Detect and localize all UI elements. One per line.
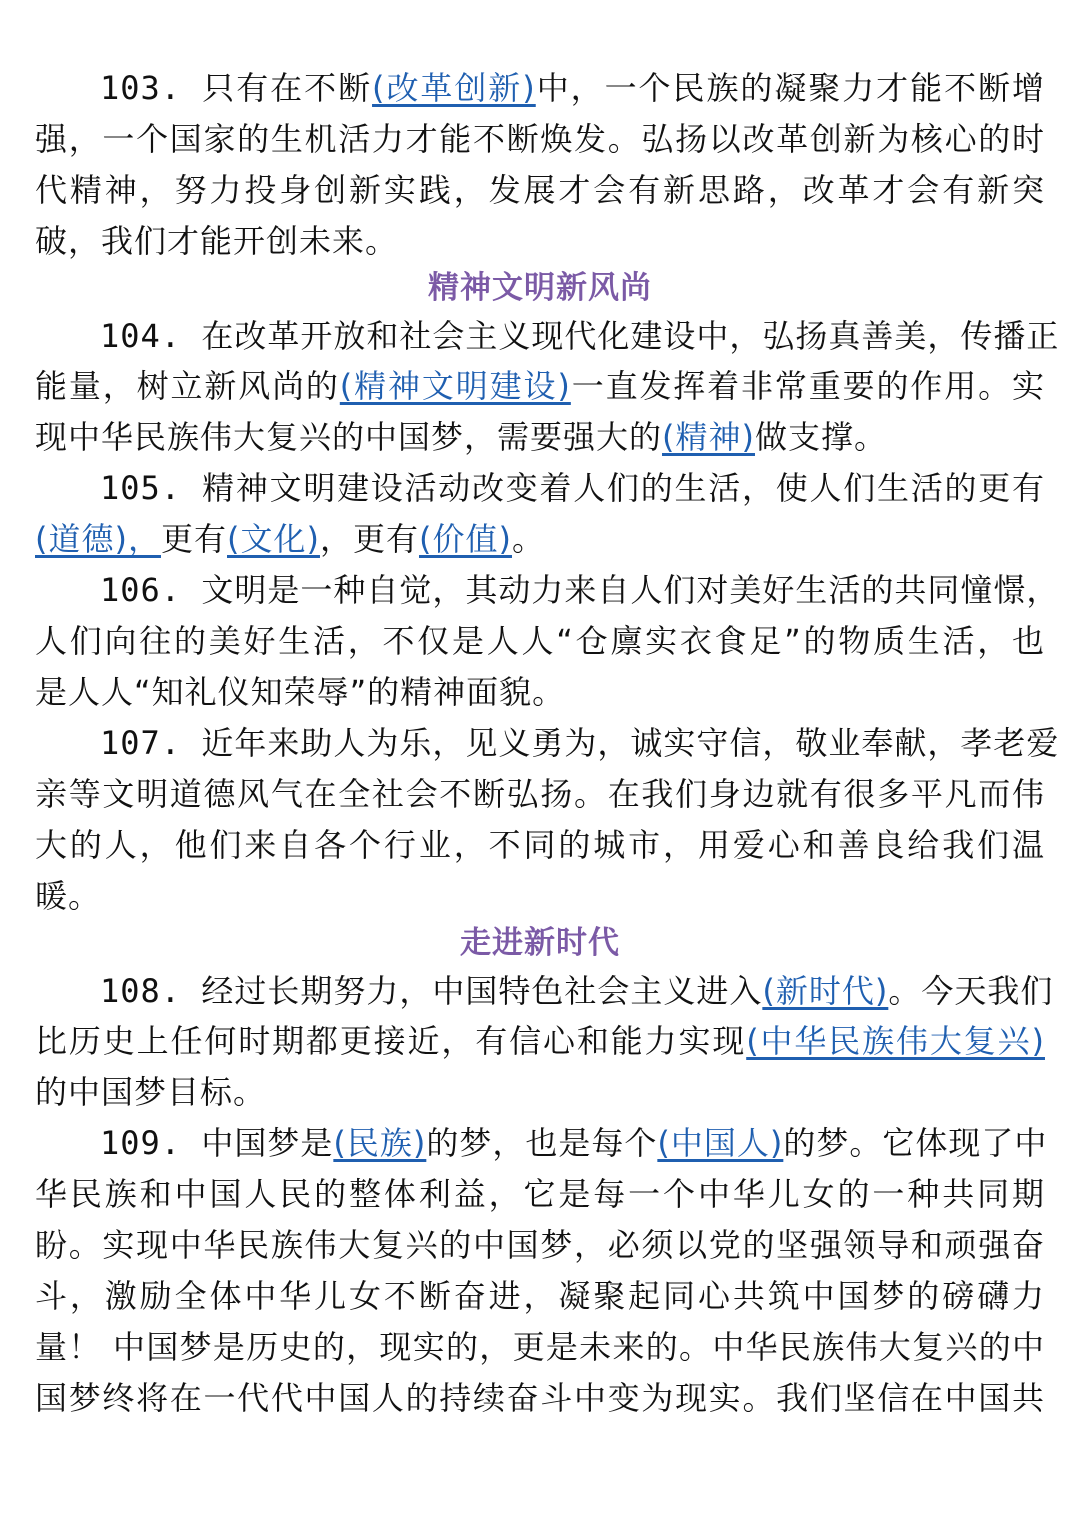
answer-blank: (中国人) (657, 1124, 784, 1162)
text-run: 更有 (160, 520, 227, 558)
text-run: 只有在不断 (202, 69, 373, 107)
item-number: 105. (100, 469, 203, 507)
text-run: 暖。 (35, 877, 102, 915)
answer-blank: (道德)， (35, 520, 161, 558)
section-heading-new-era: 走进新时代 (460, 925, 620, 961)
paragraph-line (100, 570, 1060, 614)
answer-blank: (民族) (333, 1124, 427, 1162)
text-run: 比历史上任何时期都更接近，有信心和能力实现 (35, 1022, 747, 1060)
text-run: 的中国梦目标。 (35, 1073, 267, 1111)
text-run: 中国梦是 (201, 1124, 334, 1162)
section-heading-spiritual-civilization: 精神文明新风尚 (428, 270, 652, 306)
paragraph-line (35, 774, 1045, 818)
text-run: 精神文明建设活动改变着人们的生活，使人们生活的更有 (202, 469, 1045, 507)
paragraph-line (35, 519, 1045, 563)
paragraph-line (35, 170, 1045, 214)
answer-blank: (精神) (662, 418, 755, 456)
paragraph-line (35, 1021, 1045, 1065)
text-run: 量！ 中国梦是历史的，现实的，更是未来的。中华民族伟大复兴的中 (35, 1328, 1045, 1366)
answer-blank: (文化) (227, 520, 320, 558)
text-run: 强，一个国家的生机活力才能不断焕发。弘扬以改革创新为核心的时 (35, 120, 1045, 158)
paragraph-line (35, 1225, 1045, 1269)
text-run: 是人人“知礼仪知荣辱”的精神面貌。 (35, 673, 566, 711)
text-run: 。 (511, 520, 545, 558)
text-run: 经过长期努力，中国特色社会主义进入 (201, 972, 763, 1010)
text-run: 做支撑。 (755, 418, 888, 456)
item-number: 107. (100, 724, 202, 762)
answer-blank: (新时代) (762, 972, 889, 1010)
item-number: 104. (100, 317, 202, 355)
text-run: 的梦。它体现了中 (783, 1124, 1048, 1162)
paragraph-line (35, 876, 1045, 920)
text-run: 盼。实现中华民族伟大复兴的中国梦，必须以党的坚强领导和顽强奋 (35, 1226, 1045, 1264)
answer-blank: (精神文明建设) (339, 367, 571, 405)
text-run: 文明是一种自觉，其动力来自人们对美好生活的共同憧憬， (201, 571, 1060, 609)
paragraph-line (100, 68, 1045, 112)
text-run: ，更有 (319, 520, 419, 558)
paragraph-line (100, 468, 1045, 512)
paragraph-line (35, 1378, 1045, 1422)
answer-blank: (中华民族伟大复兴) (746, 1022, 1045, 1060)
answer-blank: (价值) (419, 520, 512, 558)
text-run: 斗，激励全体中华儿女不断奋进，凝聚起同心共筑中国梦的磅礴力 (35, 1277, 1045, 1315)
text-run: 的梦，也是每个 (426, 1124, 658, 1162)
paragraph-line (35, 119, 1045, 163)
text-run: 华民族和中国人民的整体利益，它是每一个中华儿女的一种共同期 (35, 1175, 1045, 1213)
text-run: 代精神，努力投身创新实践，发展才会有新思路，改革才会有新突 (35, 171, 1045, 209)
paragraph-line (100, 316, 1060, 360)
text-run: 大的人，他们来自各个行业，不同的城市，用爱心和善良给我们温 (35, 826, 1045, 864)
item-number: 103. (100, 69, 203, 107)
item-number: 109. (100, 1124, 202, 1162)
text-run: 国梦终将在一代代中国人的持续奋斗中变为现实。我们坚信在中国共 (35, 1379, 1045, 1417)
paragraph-line (35, 417, 1045, 461)
paragraph-line (35, 825, 1045, 869)
item-number: 108. (100, 972, 202, 1010)
text-run: 亲等文明道德风气在全社会不断弘扬。在我们身边就有很多平凡而伟 (35, 775, 1045, 813)
text-run: 能量，树立新风尚的 (35, 367, 340, 405)
text-run: 近年来助人为乐，见义勇为，诚实守信，敬业奉献，孝老爱 (201, 724, 1060, 762)
paragraph-line (35, 1174, 1045, 1218)
paragraph-line (100, 723, 1060, 767)
text-run: 破，我们才能开创未来。 (35, 222, 399, 260)
paragraph-line (100, 971, 1054, 1015)
text-run: 。今天我们 (888, 972, 1054, 1010)
paragraph-line (35, 621, 1045, 665)
paragraph-line (35, 1276, 1045, 1320)
item-number: 106. (100, 571, 202, 609)
paragraph-line (35, 1072, 1045, 1116)
paragraph-line (35, 366, 1045, 410)
text-run: 中，一个民族的凝聚力才能不断增 (535, 69, 1045, 107)
text-run: 在改革开放和社会主义现代化建设中，弘扬真善美，传播正 (201, 317, 1060, 355)
text-run: 一直发挥着非常重要的作用。实 (570, 367, 1045, 405)
paragraph-line (100, 1123, 1048, 1167)
text-run: 现中华民族伟大复兴的中国梦，需要强大的 (35, 418, 663, 456)
paragraph-line (35, 1327, 1045, 1371)
text-run: 人们向往的美好生活，不仅是人人“仓廪实衣食足”的物质生活，也 (35, 622, 1045, 660)
paragraph-line (35, 221, 1045, 265)
paragraph-line (35, 672, 1045, 716)
answer-blank: (改革创新) (372, 69, 536, 107)
